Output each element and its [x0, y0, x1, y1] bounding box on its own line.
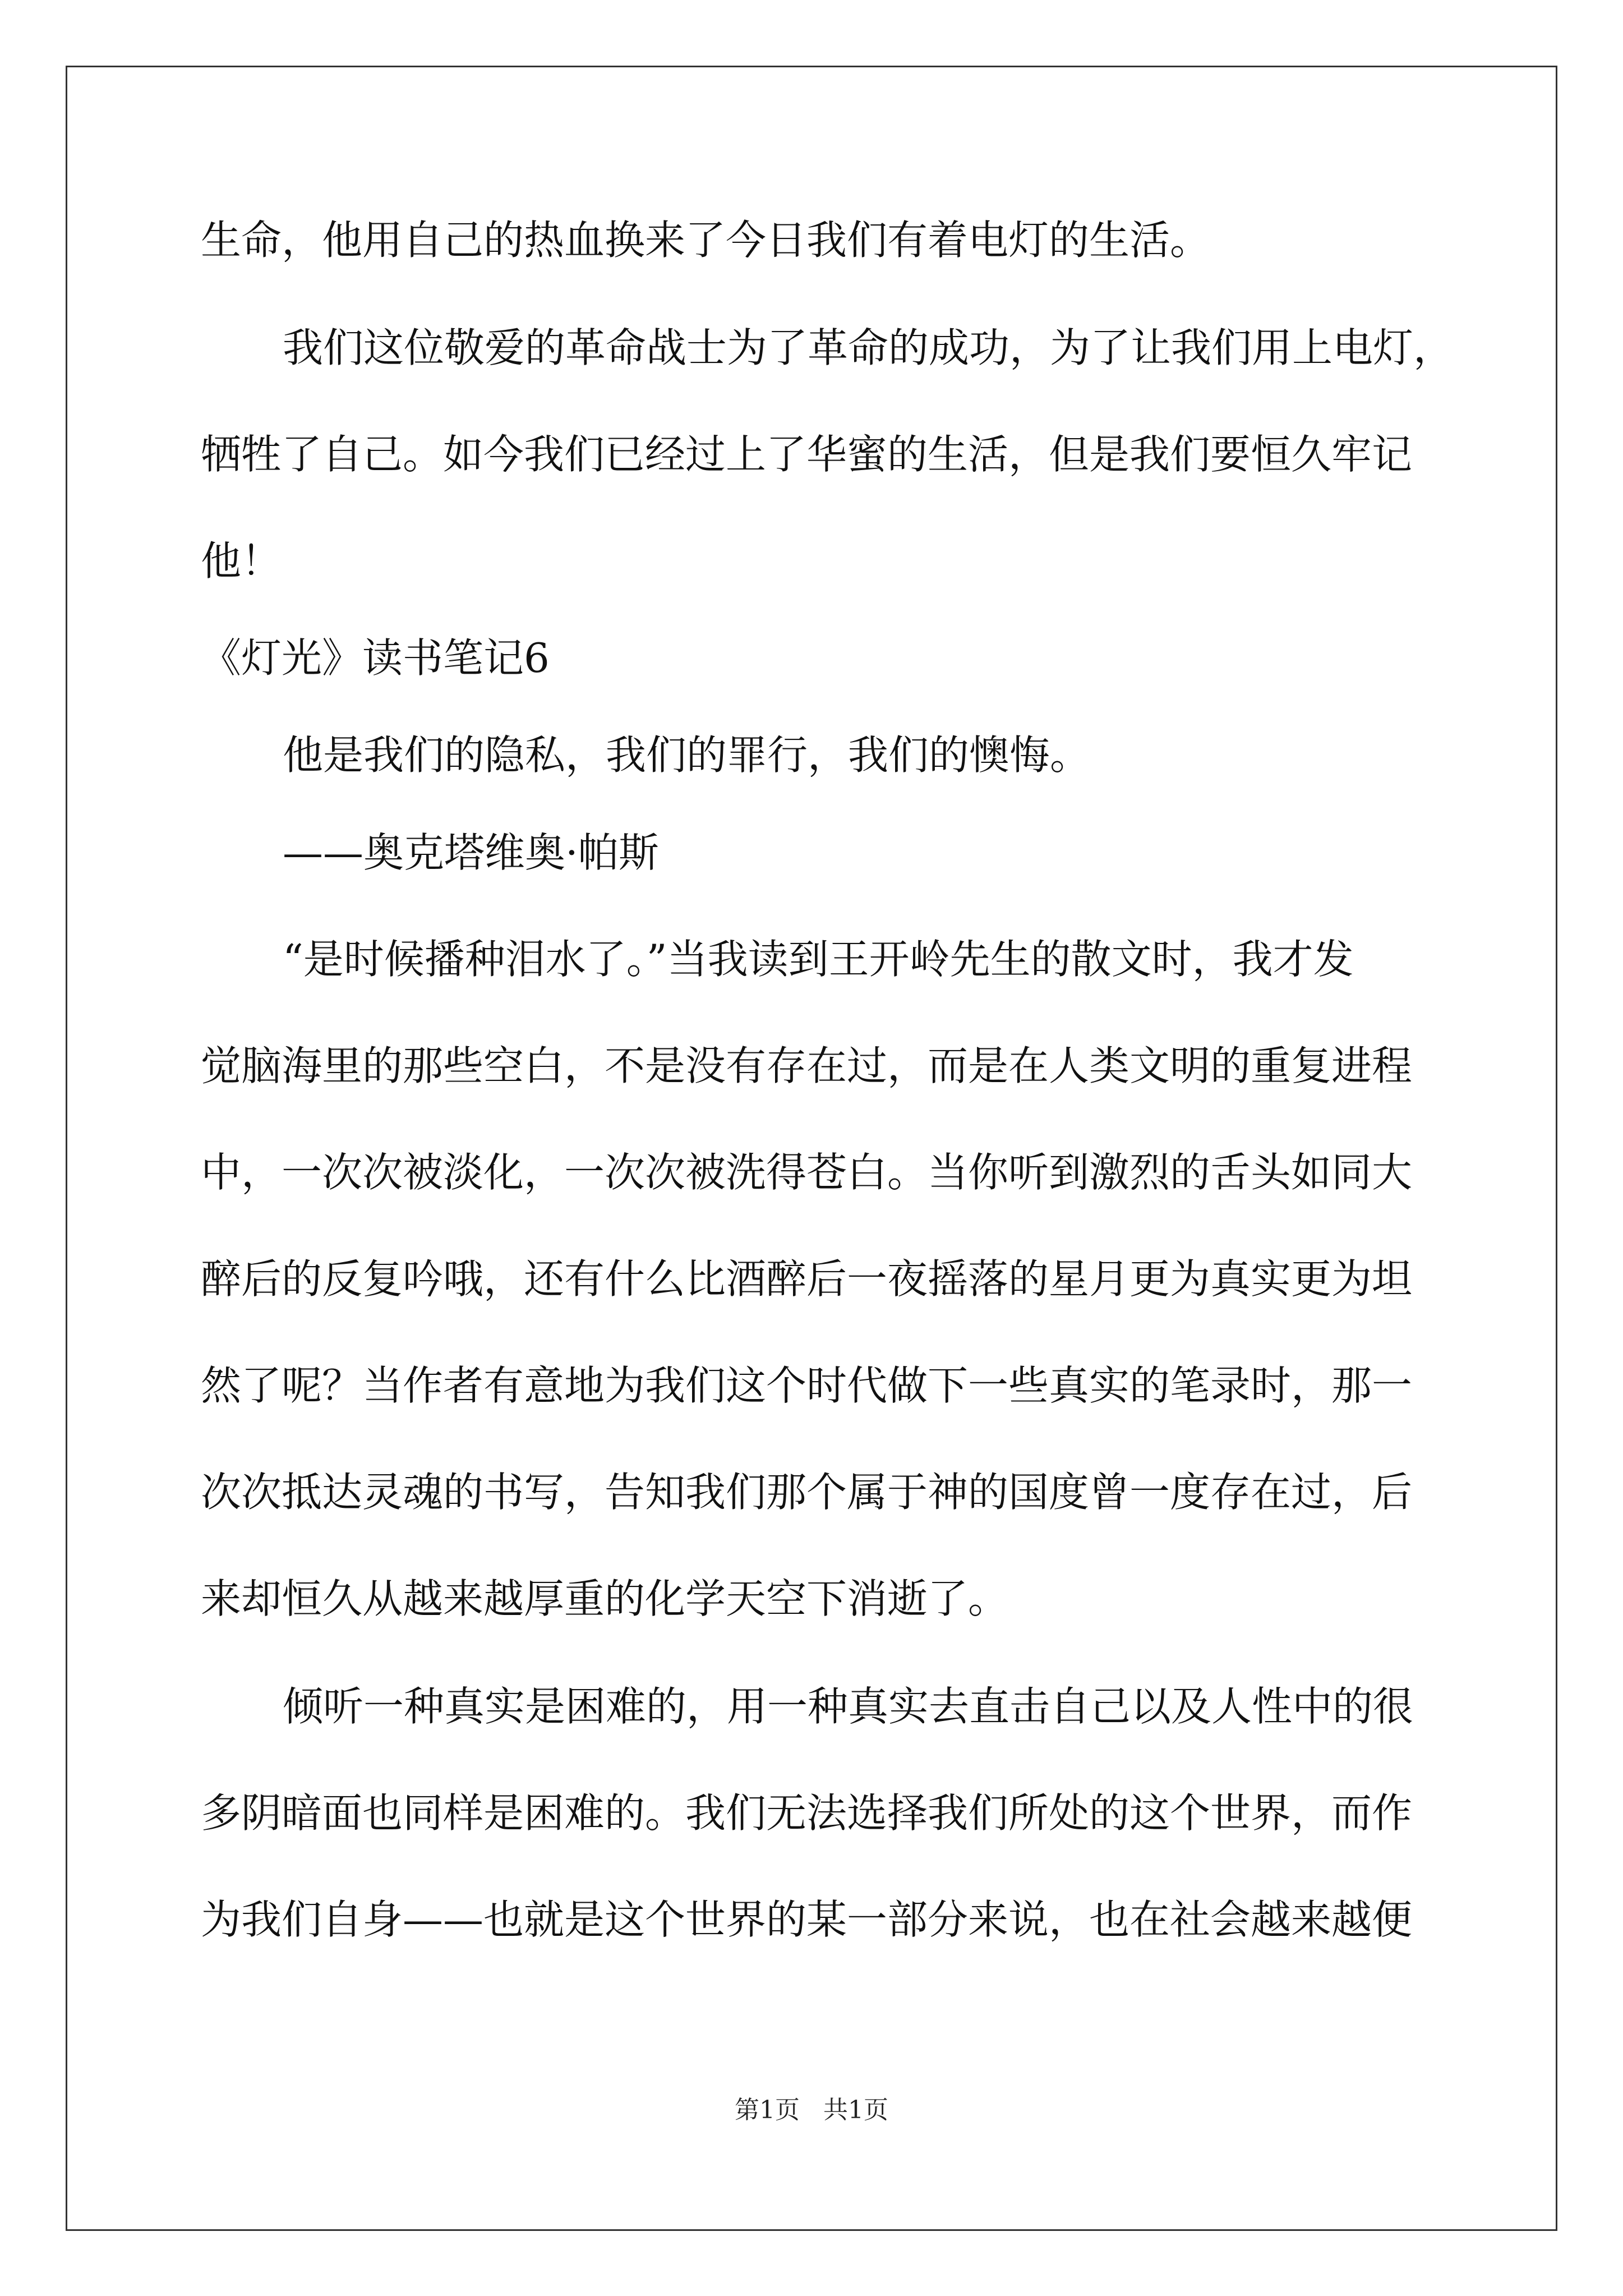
- paragraph-line: 我们这位敬爱的革命战士为了革命的成功，为了让我们用上电灯，: [283, 324, 1454, 371]
- paragraph-line: 来却恒久从越来越厚重的化学天空下消逝了。: [201, 1575, 1009, 1622]
- paragraph-line: 觉脑海里的那些空白，不是没有存在过，而是在人类文明的重复进程: [201, 1042, 1413, 1089]
- paragraph-line: 牺牲了自己。如今我们已经过上了华蜜的生活，但是我们要恒久牢记: [201, 431, 1413, 478]
- paragraph-line: “是时候播种泪水了。”当我读到王开岭先生的散文时，我才发: [283, 936, 1354, 983]
- quote-line: 他是我们的隐私，我们的罪行，我们的懊悔。: [283, 731, 1091, 779]
- paragraph-line: 多阴暗面也同样是困难的。我们无法选择我们所处的这个世界，而作: [201, 1789, 1413, 1837]
- paragraph-line: 次次抵达灵魂的书写，告知我们那个属于神的国度曾一度存在过，后: [201, 1469, 1413, 1516]
- paragraph-line: 为我们自身——也就是这个世界的某一部分来说，也在社会越来越便: [201, 1896, 1413, 1943]
- paragraph-line: 生命，他用自己的热血换来了今日我们有着电灯的生活。: [201, 217, 1211, 264]
- paragraph-line: 然了呢？当作者有意地为我们这个时代做下一些真实的笔录时，那一: [201, 1362, 1413, 1409]
- section-heading: 《灯光》读书笔记6: [201, 634, 550, 682]
- paragraph-line: 醉后的反复吟哦，还有什么比酒醉后一夜摇落的星月更为真实更为坦: [201, 1255, 1413, 1303]
- paragraph-line: 他！: [201, 537, 282, 585]
- paragraph-line: 倾听一种真实是困难的，用一种真实去直击自己以及人性中的很: [283, 1683, 1414, 1730]
- paragraph-line: 中，一次次被淡化，一次次被洗得苍白。当你听到激烈的舌头如同大: [201, 1149, 1413, 1196]
- quote-attribution: ——奥克塔维奥·帕斯: [283, 829, 659, 876]
- page-footer: 第1页 共1页: [735, 2096, 888, 2124]
